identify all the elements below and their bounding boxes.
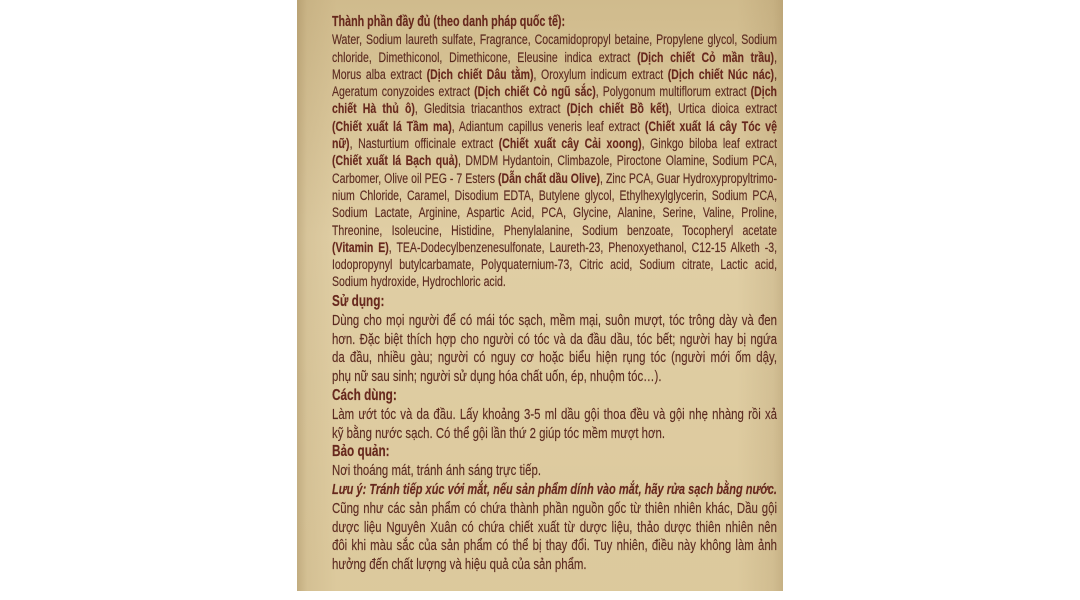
text-line-content <box>332 31 777 48</box>
text-line-content <box>332 187 777 204</box>
text-line <box>332 519 777 538</box>
section-heading <box>332 293 777 312</box>
section-heading <box>332 13 777 32</box>
text-run: , Oroxylum indicum extract <box>533 66 668 82</box>
emphasized-text: (Dẫn chất dầu Olive) <box>498 170 601 186</box>
text-run: phụ nữ sau sinh; người sử dụng hóa chất uốn, ép, nhuộm tóc…). <box>332 368 662 386</box>
text-line-content <box>332 406 777 425</box>
text-line <box>332 204 777 221</box>
text-line <box>332 312 777 331</box>
text-line-content <box>332 462 541 481</box>
usage-text <box>332 312 777 387</box>
text-line <box>332 331 777 350</box>
text-line-content <box>332 312 777 331</box>
text-run: Ageratum conyzoides extract <box>332 84 475 100</box>
text-line <box>332 152 777 169</box>
text-run: kỹ bằng nước sạch. Có thể gội lần thứ 2 giúp tóc mềm mượt hơn. <box>332 424 666 442</box>
emphasized-text: (Chiết xuất cây Cải xoong) <box>498 136 642 152</box>
text-line-content <box>332 135 777 152</box>
text-run: , Nasturtium officinale extract <box>349 136 499 152</box>
text-line <box>332 118 777 135</box>
text-run: dược liệu Nguyên Xuân có chứa chiết xuất từ dược liệu, thảo dược thiên nhiên nên <box>332 518 778 536</box>
section-usage <box>332 293 777 387</box>
text-line <box>332 187 777 204</box>
text-run: , <box>774 66 778 82</box>
text-line <box>332 256 777 273</box>
text-line-content <box>332 83 777 100</box>
text-line-content <box>332 500 777 519</box>
emphasized-text: (Chiết xuất lá cây Tóc vệ <box>644 118 778 134</box>
text-run: nium Chloride, Caramel, Disodium EDTA, Butylene glycol, Ethylhexylglycerin, Sodium PCA, <box>332 187 778 203</box>
text-run: , Adiantum capillus veneris leaf extract <box>451 118 645 134</box>
text-run: Water, Sodium laureth sulfate, Fragrance, Cocamidopropyl betaine, Propylene glycol, Sodium <box>332 32 778 48</box>
text-line-content <box>332 152 777 169</box>
text-line <box>332 368 777 387</box>
directions-text <box>332 406 777 444</box>
text-run: da đầu, nhiều gàu; người có nguy cơ hoặc biểu hiện rụng tóc (người mới ốm dậy, <box>332 349 778 367</box>
text-line-content <box>332 556 587 575</box>
text-run: đôi khi màu sắc của sản phẩm có thể bị thay đổi. Tuy nhiên, điều này không làm ảnh <box>332 537 778 555</box>
section-heading <box>332 443 777 462</box>
text-run: Iodopropynyl butylcarbamate, Polyquaternium-73, Citric acid, Sodium citrate, Lactic acid, <box>332 257 778 273</box>
text-line <box>332 462 777 481</box>
text-run: Sodium hydroxide, Hydrochloric acid. <box>332 274 506 290</box>
text-line <box>332 349 777 368</box>
text-line <box>332 31 777 48</box>
text-run: hơn. Đặc biệt thích hợp cho người có tóc và da đầu dầu, tóc bết; người hay bị ngứa <box>332 330 778 348</box>
emphasized-text: (Dịch <box>750 84 777 100</box>
text-line-content <box>332 349 777 368</box>
text-run: , <box>774 49 778 65</box>
text-line <box>332 481 777 500</box>
text-line-content <box>332 273 506 290</box>
text-line-content <box>332 170 777 187</box>
emphasized-text: (Chiết xuất lá Bạch quả) <box>332 153 458 169</box>
ingredients-list <box>332 31 777 290</box>
text-line <box>332 556 777 575</box>
text-run: chloride, Dimethiconol, Dimethicone, Eleusine indica extract <box>332 49 638 65</box>
emphasized-text: (Dịch chiết Bồ kết) <box>566 101 669 117</box>
emphasized-text: chiết Hà thủ ô) <box>332 101 415 117</box>
section-ingredients <box>332 13 777 291</box>
text-line <box>332 135 777 152</box>
ingredients-heading: Thành phần đầy đủ (theo danh pháp quốc tế): <box>332 13 566 30</box>
text-line <box>332 222 777 239</box>
text-run: , Gleditsia triacanthos extract <box>414 101 567 117</box>
emphasized-text: (Dịch chiết Cỏ mần trầu) <box>637 49 775 65</box>
text-line <box>332 406 777 425</box>
text-line <box>332 273 777 290</box>
emphasized-text: (Dịch chiết Cỏ ngũ sắc) <box>474 84 596 100</box>
text-line-content <box>332 222 777 239</box>
text-line <box>332 170 777 187</box>
emphasized-text: nữ) <box>332 136 350 152</box>
text-run: , Urtica dioica extract <box>668 101 778 117</box>
text-run: Nơi thoáng mát, tránh ánh sáng trực tiếp. <box>332 462 542 480</box>
text-line-content <box>332 239 777 256</box>
section-heading <box>332 387 777 406</box>
product-label <box>297 0 783 591</box>
text-run: Làm ướt tóc và da đầu. Lấy khoảng 3-5 ml dầu gội thoa đều và gội nhẹ nhàng rồi xả <box>332 405 778 423</box>
text-run: Cũng như các sản phẩm có chứa thành phần nguồn gốc từ thiên nhiên khác, Dầu gội <box>332 499 778 517</box>
text-run: Dùng cho mọi người để có mái tóc sạch, mềm mại, suôn mượt, tóc trông dày và đen <box>332 311 777 329</box>
natural-ingredients-note <box>332 500 777 575</box>
emphasized-text: (Dịch chiết Dâu tằm) <box>426 66 534 82</box>
text-run: , Zinc PCA, Guar Hydroxypropyltrimo- <box>600 170 778 186</box>
directions-heading: Cách dùng: <box>332 386 397 404</box>
text-line-content <box>332 49 777 66</box>
text-line-content <box>332 256 777 273</box>
text-line-content <box>332 425 665 444</box>
text-line <box>332 49 777 66</box>
text-line-content <box>332 100 777 117</box>
text-line-content <box>332 66 777 83</box>
text-line <box>332 83 777 100</box>
text-run: , DMDM Hydantoin, Climbazole, Piroctone Olamine, Sodium PCA, <box>457 153 777 169</box>
text-line <box>332 537 777 556</box>
text-line <box>332 500 777 519</box>
instructions-block <box>332 293 777 575</box>
text-run: , Ginkgo biloba leaf extract <box>641 136 778 152</box>
emphasized-text: (Chiết xuất lá Tầm ma) <box>332 118 452 134</box>
text-line-content <box>332 118 777 135</box>
text-run: hưởng đến chất lượng và hiệu quả của sản phẩm. <box>332 556 587 574</box>
storage-text <box>332 462 777 481</box>
text-run: Sodium Lactate, Arginine, Aspartic Acid, PCA, Glycine, Alanine, Serine, Valine, Proline, <box>332 205 778 221</box>
section-directions <box>332 387 777 443</box>
storage-heading: Bảo quản: <box>332 443 390 461</box>
text-line <box>332 100 777 117</box>
emphasized-text: Lưu ý: Tránh tiếp xúc với mắt, nếu sản phẩm dính vào mắt, hãy rửa sạch bằng nước. <box>332 480 777 498</box>
emphasized-text: (Dịch chiết Núc nác) <box>667 66 775 82</box>
text-line-content <box>332 481 777 500</box>
ingredients-block <box>332 13 777 291</box>
text-run: , Polygonum multiflorum extract <box>595 84 751 100</box>
text-run: Morus alba extract <box>332 66 427 82</box>
text-line <box>332 425 777 444</box>
emphasized-text: (Vitamin E) <box>332 239 389 255</box>
text-line-content <box>332 331 777 350</box>
text-line <box>332 66 777 83</box>
text-line-content <box>332 519 777 538</box>
text-run: Carbomer, Olive oil PEG - 7 Esters <box>332 170 499 186</box>
usage-heading: Sử dụng: <box>332 293 385 310</box>
text-line-content <box>332 537 777 556</box>
caution-note <box>332 481 777 500</box>
text-run: , TEA-Dodecylbenzenesulfonate, Laureth-23, Phenoxyethanol, C12-15 Alketh -3, <box>388 239 778 255</box>
section-storage <box>332 443 777 575</box>
text-run: Threonine, Isoleucine, Histidine, Phenylalanine, Sodium benzoate, Tocopheryl acetate <box>332 222 778 238</box>
text-line-content <box>332 368 662 387</box>
text-line-content <box>332 204 777 221</box>
text-line <box>332 239 777 256</box>
